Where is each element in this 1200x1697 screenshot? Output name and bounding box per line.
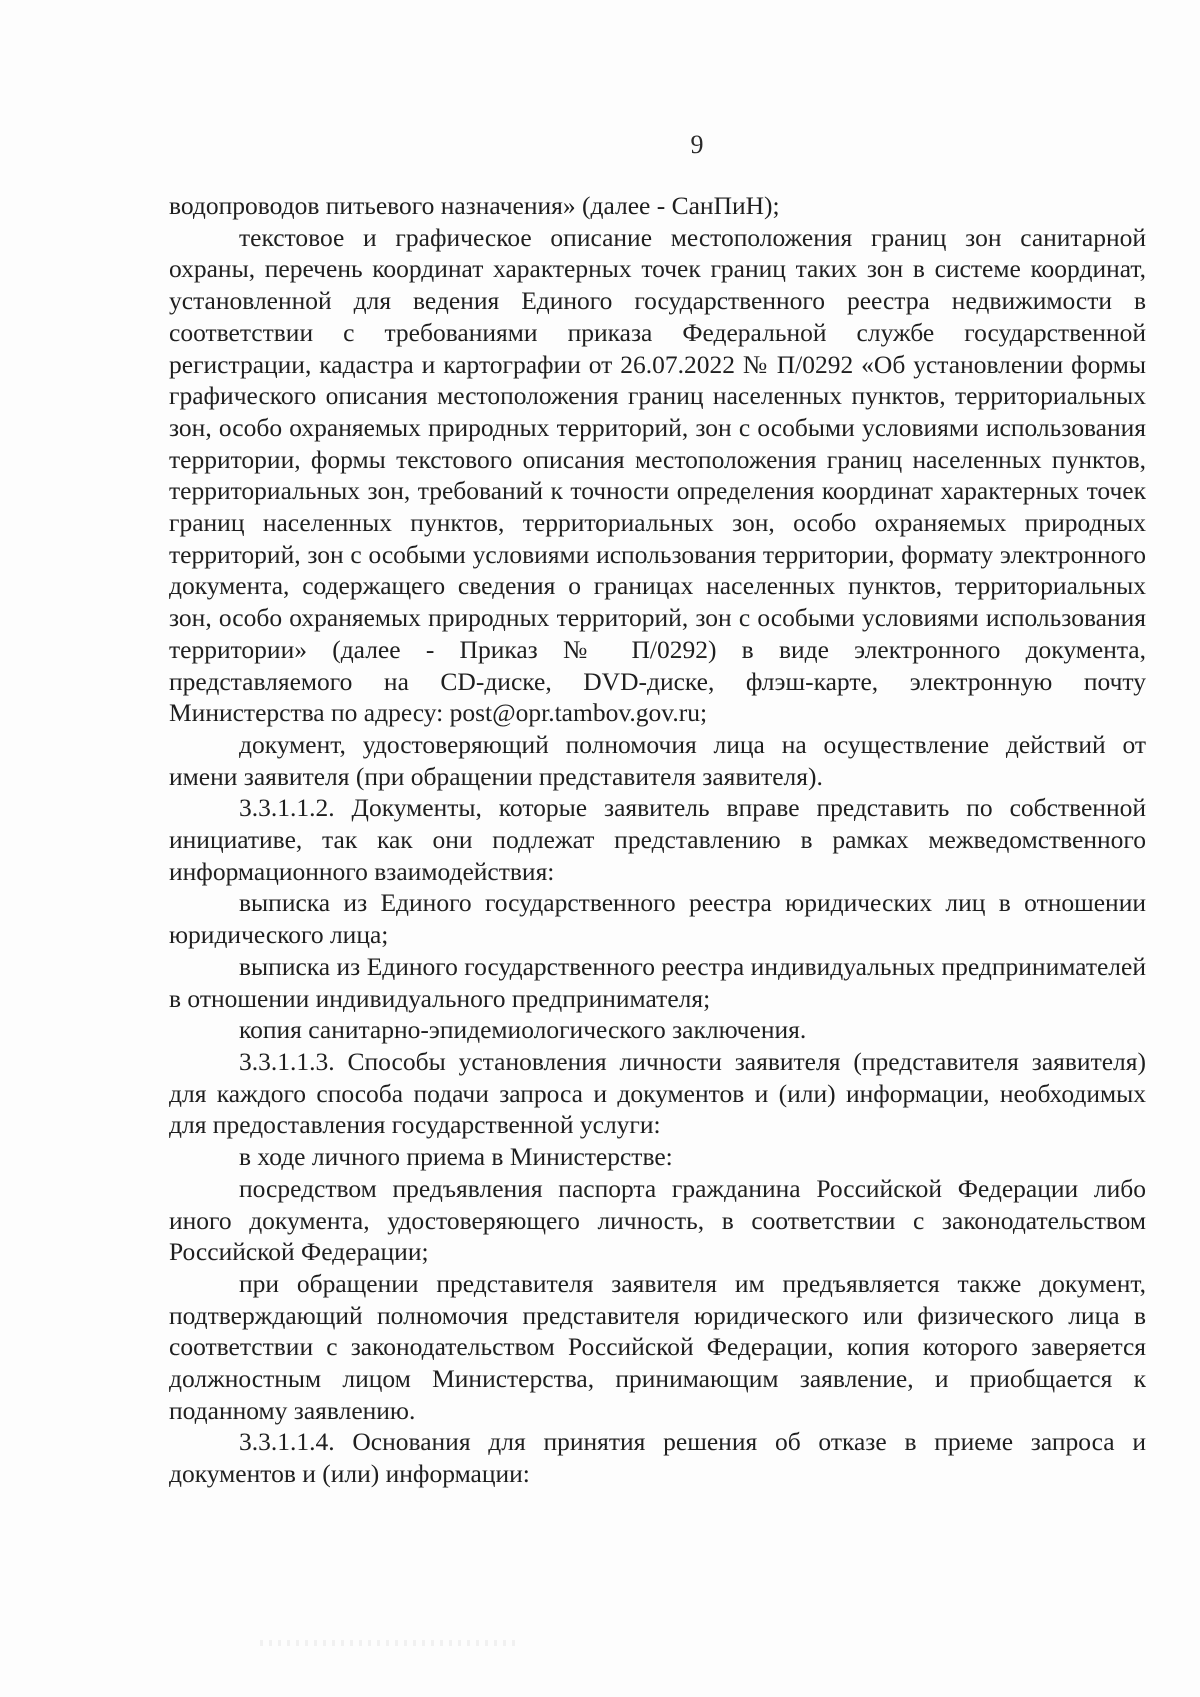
paragraph: посредством предъявления паспорта гражданина Российской Федерации либо иного документа, удостоверяющего личность, в соответствии с законодательством Российской Федерации; xyxy=(169,1173,1146,1267)
paragraph: документ, удостоверяющий полномочия лица на осуществление действий от имени заявителя (при обращении представителя заявителя). xyxy=(169,729,1146,791)
document-body xyxy=(169,190,1146,1490)
paragraph: при обращении представителя заявителя им предъявляется также документ, подтверждающий полномочия представителя юридического или физического лица в соответствии с законодательством Российской Федерации, копия которого заверяется должностным лицом Министерства, принимающим заявление, и приобщается к поданному заявлению. xyxy=(169,1268,1146,1425)
paragraph: водопроводов питьевого назначения» (далее - СанПиН); xyxy=(169,191,780,220)
paragraph: текстовое и графическое описание местоположения границ зон санитарной охраны, перечень координат характерных точек границ таких зон в системе координат, установленной для ведения Единого государственного реестра недвижимости в соответствии с требованиями приказа Федеральной службе государственной регистрации, кадастра и картографии от 26.07.2022 № П/0292 «Об установлении формы графического описания местоположения границ населенных пунктов, территориальных зон, особо охраняемых природных территорий, зон с особыми условиями использования территории, формы текстового описания местоположения границ населенных пунктов, территориальных зон, требований к точности определения координат характерных точек границ населенных пунктов, территориальных зон, особо охраняемых природных территорий, зон с особыми условиями использования территории, формату электронного документа, содержащего сведения о границах населенных пунктов, территориальных зон, особо охраняемых природных территорий, зон с особыми условиями использования территории» (далее - Приказ № П/0292) в виде электронного документа, представляемого на CD-диске, DVD-диске, флэш-карте, электронную почту Министерства по адресу: post@opr.tambov.gov.ru; xyxy=(169,222,1146,728)
paragraph: в ходе личного приема в Министерстве: xyxy=(239,1142,673,1172)
scan-artifact xyxy=(260,1640,520,1646)
paragraph: выписка из Единого государственного реестра юридических лиц в отношении юридического лица; xyxy=(169,888,1146,950)
paragraph: 3.3.1.1.2. Документы, которые заявитель вправе представить по собственной инициативе, так как они подлежат представлению в рамках межведомственного информационного взаимодействия: xyxy=(169,793,1146,886)
page-number: 9 xyxy=(690,130,704,159)
paragraph: 3.3.1.1.3. Способы установления личности заявителя (представителя заявителя) для каждого способа подачи запроса и документов и (или) информации, необходимых для предоставления государственной услуги: xyxy=(169,1046,1146,1140)
paragraph: выписка из Единого государственного реестра индивидуальных предпринимателей в отношении индивидуального предпринимателя; xyxy=(169,951,1146,1013)
paragraph: копия санитарно-эпидемиологического заключения. xyxy=(239,1015,807,1045)
paragraph: 3.3.1.1.4. Основания для принятия решения об отказе в приеме запроса и документов и (или) информации: xyxy=(169,1427,1146,1489)
